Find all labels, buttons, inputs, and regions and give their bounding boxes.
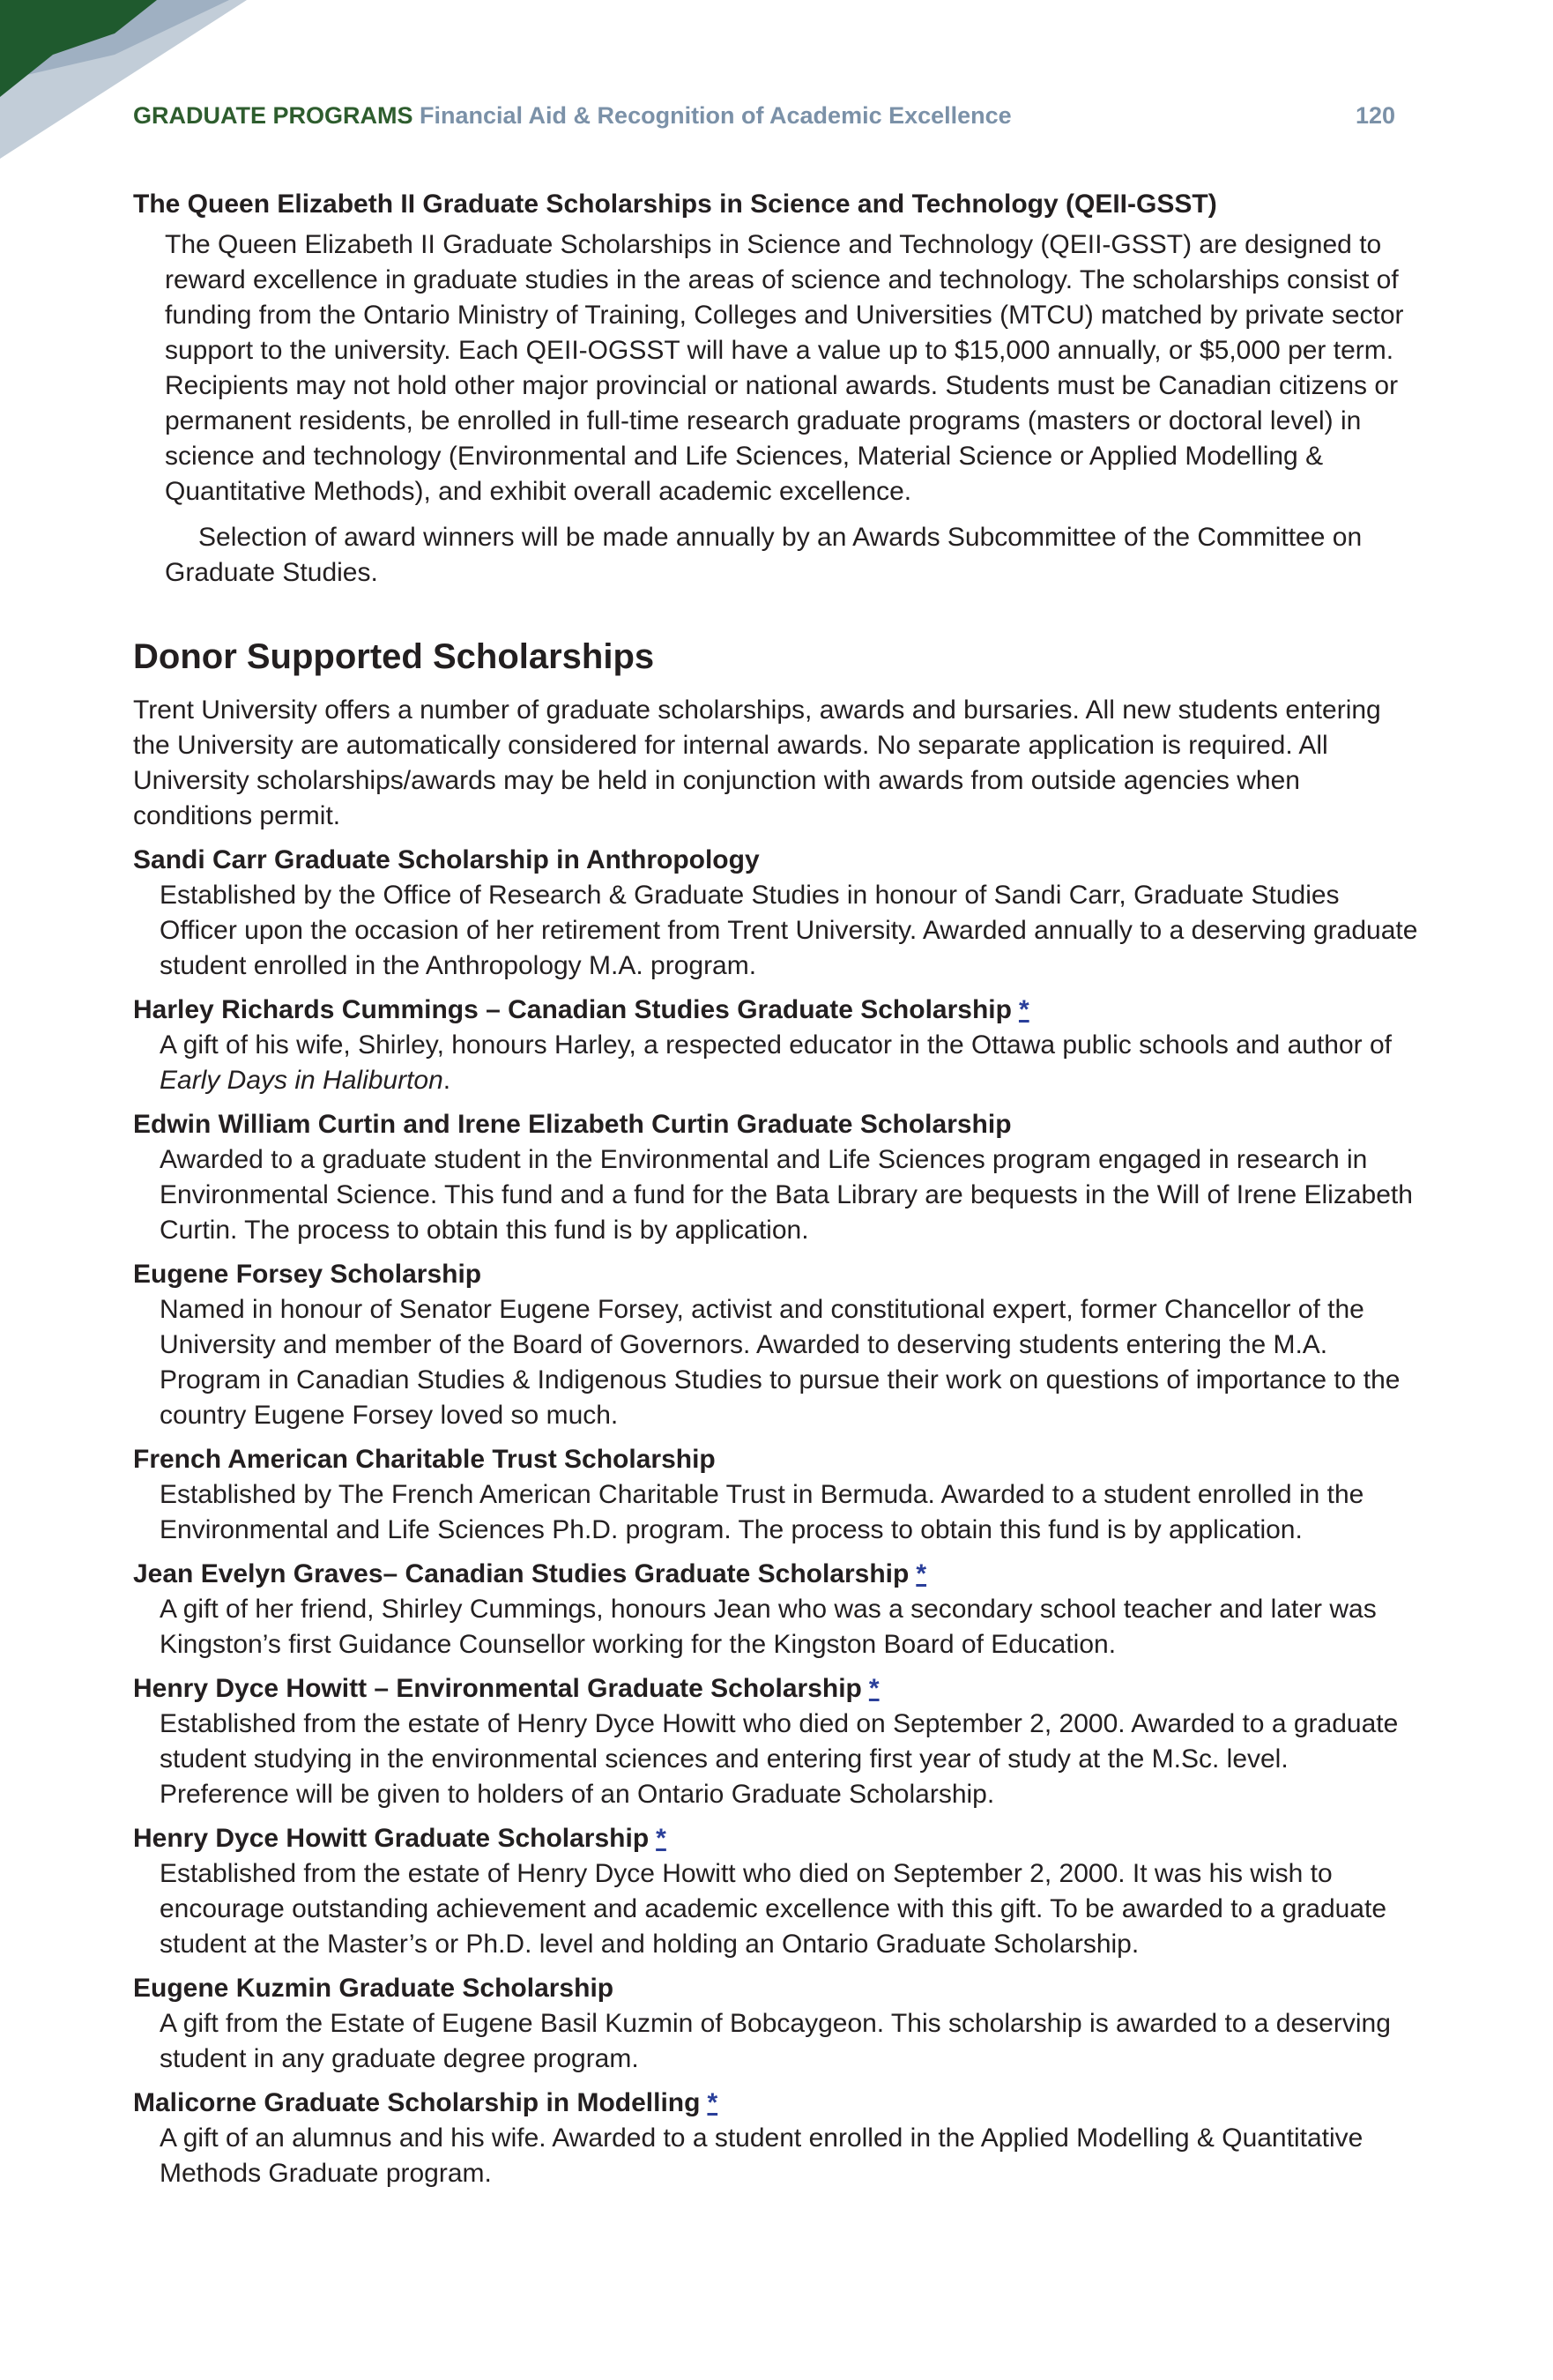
page-number: 120 bbox=[1355, 102, 1395, 129]
award-description: Established from the estate of Henry Dyce Howitt who died on September 2, 2000. It was his wish to encourage outstanding achievement and academic excellence with this gift. To be awarded to a graduate student at the Master’s or Ph.D. level and holding an Ontario Graduate Scholarship. bbox=[160, 1859, 1387, 1959]
award-description bbox=[160, 1028, 1420, 1098]
award-title-text: Malicorne Graduate Scholarship in Modelling bbox=[133, 2088, 701, 2117]
award-item bbox=[133, 1821, 1420, 1962]
corner-decoration bbox=[0, 0, 247, 159]
award-item bbox=[133, 1257, 1420, 1433]
award-description: Established from the estate of Henry Dyce Howitt who died on September 2, 2000. Awarded to a graduate student studying in the environmental sciences and entering first year of study at the M.Sc. level. Preference will be given to holders of an Ontario Graduate Scholarship. bbox=[160, 1709, 1399, 1809]
award-item bbox=[133, 993, 1420, 1098]
running-header bbox=[133, 99, 1395, 132]
award-title: Eugene Forsey Scholarship bbox=[133, 1260, 482, 1289]
award-item bbox=[133, 2086, 1420, 2191]
award-title-text: Henry Dyce Howitt Graduate Scholarship bbox=[133, 1824, 650, 1853]
award-description: A gift of her friend, Shirley Cummings, honours Jean who was a secondary school teacher and later was Kingston’s first Guidance Counsellor working for the Kingston Board of Education. bbox=[160, 1595, 1377, 1659]
award-item bbox=[133, 843, 1420, 984]
award-item bbox=[133, 1442, 1420, 1548]
header-subtitle: Financial Aid & Recognition of Academic Excellence bbox=[420, 102, 1012, 129]
award-title-text: Jean Evelyn Graves– Canadian Studies Graduate Scholarship bbox=[133, 1559, 910, 1588]
qeii-title: The Queen Elizabeth II Graduate Scholarships in Science and Technology (QEII-GSST) bbox=[133, 190, 1217, 219]
award-title: Sandi Carr Graduate Scholarship in Anthropology bbox=[133, 845, 760, 874]
donor-intro: Trent University offers a number of graduate scholarships, awards and bursaries. All new students entering the University are automatically considered for internal awards. No separate application is required. All University scholarships/awards may be held in conjunction with awards from outside agencies when conditions permit. bbox=[133, 695, 1381, 830]
award-description: Established by the Office of Research & Graduate Studies in honour of Sandi Carr, Graduate Studies Officer upon the occasion of her retirement from Trent University. Awarded annually to a deserving graduate student enrolled in the Anthropology M.A. program. bbox=[160, 881, 1418, 980]
award-title bbox=[133, 993, 1420, 1028]
award-description: Established by The French American Charitable Trust in Bermuda. Awarded to a student enrolled in the Environmental and Life Sciences Ph.D. program. The process to obtain this fund is by application. bbox=[160, 1480, 1364, 1544]
award-title-text: Henry Dyce Howitt – Environmental Graduate Scholarship bbox=[133, 1674, 862, 1703]
page-content bbox=[133, 187, 1420, 2200]
award-description: A gift of an alumnus and his wife. Awarded to a student enrolled in the Applied Modelling & Quantitative Methods Graduate program. bbox=[160, 2123, 1364, 2188]
footnote-link[interactable]: * bbox=[656, 1824, 666, 1853]
award-title bbox=[133, 1557, 1420, 1592]
header-section: GRADUATE PROGRAMS bbox=[133, 102, 413, 129]
award-title bbox=[133, 1671, 1420, 1707]
footnote-link[interactable]: * bbox=[707, 2088, 718, 2117]
award-description-text: A gift of his wife, Shirley, honours Harley, a respected educator in the Ottawa public schools and author of bbox=[160, 1030, 1392, 1060]
award-item bbox=[133, 1557, 1420, 1662]
donor-heading: Donor Supported Scholarships bbox=[133, 637, 655, 676]
footnote-link[interactable]: * bbox=[1018, 995, 1029, 1024]
footnote-link[interactable]: * bbox=[868, 1674, 880, 1703]
award-item bbox=[133, 1671, 1420, 1812]
qeii-paragraph-2: Selection of award winners will be made annually by an Awards Subcommittee of the Committee on Graduate Studies. bbox=[165, 523, 1363, 587]
qeii-paragraph-1: The Queen Elizabeth II Graduate Scholarships in Science and Technology (QEII-GSST) are designed to reward excellence in graduate studies in the areas of science and technology. The scholarships consist of funding from the Ontario Ministry of Training, Colleges and Universities (MTCU) matched by private sector support to the university. Each QEII-OGSST will have a value up to $15,000 annually, or $5,000 per term. Recipients may not hold other major provincial or national awards. Students must be Canadian citizens or permanent residents, be enrolled in full-time research graduate programs (masters or doctoral level) in science and technology (Environmental and Life Sciences, Material Science or Applied Modelling & Quantitative Methods), and exhibit overall academic excellence. bbox=[165, 230, 1404, 506]
award-description: Named in honour of Senator Eugene Forsey, activist and constitutional expert, former Chancellor of the University and member of the Board of Governors. Awarded to deserving students entering the M.A. Program in Canadian Studies & Indigenous Studies to pursue their work on questions of importance to the country Eugene Forsey loved so much. bbox=[160, 1295, 1401, 1430]
award-item bbox=[133, 1107, 1420, 1248]
award-item bbox=[133, 1971, 1420, 2077]
award-title: Eugene Kuzmin Graduate Scholarship bbox=[133, 1974, 614, 2003]
award-description-end: . bbox=[442, 1066, 451, 1095]
award-description: Awarded to a graduate student in the Environmental and Life Sciences program engaged in research in Environmental Science. This fund and a fund for the Bata Library are bequests in the Will of Irene Elizabeth Curtin. The process to obtain this fund is by application. bbox=[160, 1145, 1413, 1245]
award-title: Edwin William Curtin and Irene Elizabeth Curtin Graduate Scholarship bbox=[133, 1110, 1012, 1139]
award-title bbox=[133, 1821, 1420, 1856]
footnote-link[interactable]: * bbox=[916, 1559, 927, 1588]
award-title: French American Charitable Trust Scholarship bbox=[133, 1445, 716, 1474]
award-title-text: Harley Richards Cummings – Canadian Studies Graduate Scholarship bbox=[133, 995, 1012, 1024]
award-description: A gift from the Estate of Eugene Basil Kuzmin of Bobcaygeon. This scholarship is awarded to a deserving student in any graduate degree program. bbox=[160, 2009, 1391, 2073]
award-title bbox=[133, 2086, 1420, 2121]
book-title: Early Days in Haliburton bbox=[160, 1066, 443, 1095]
